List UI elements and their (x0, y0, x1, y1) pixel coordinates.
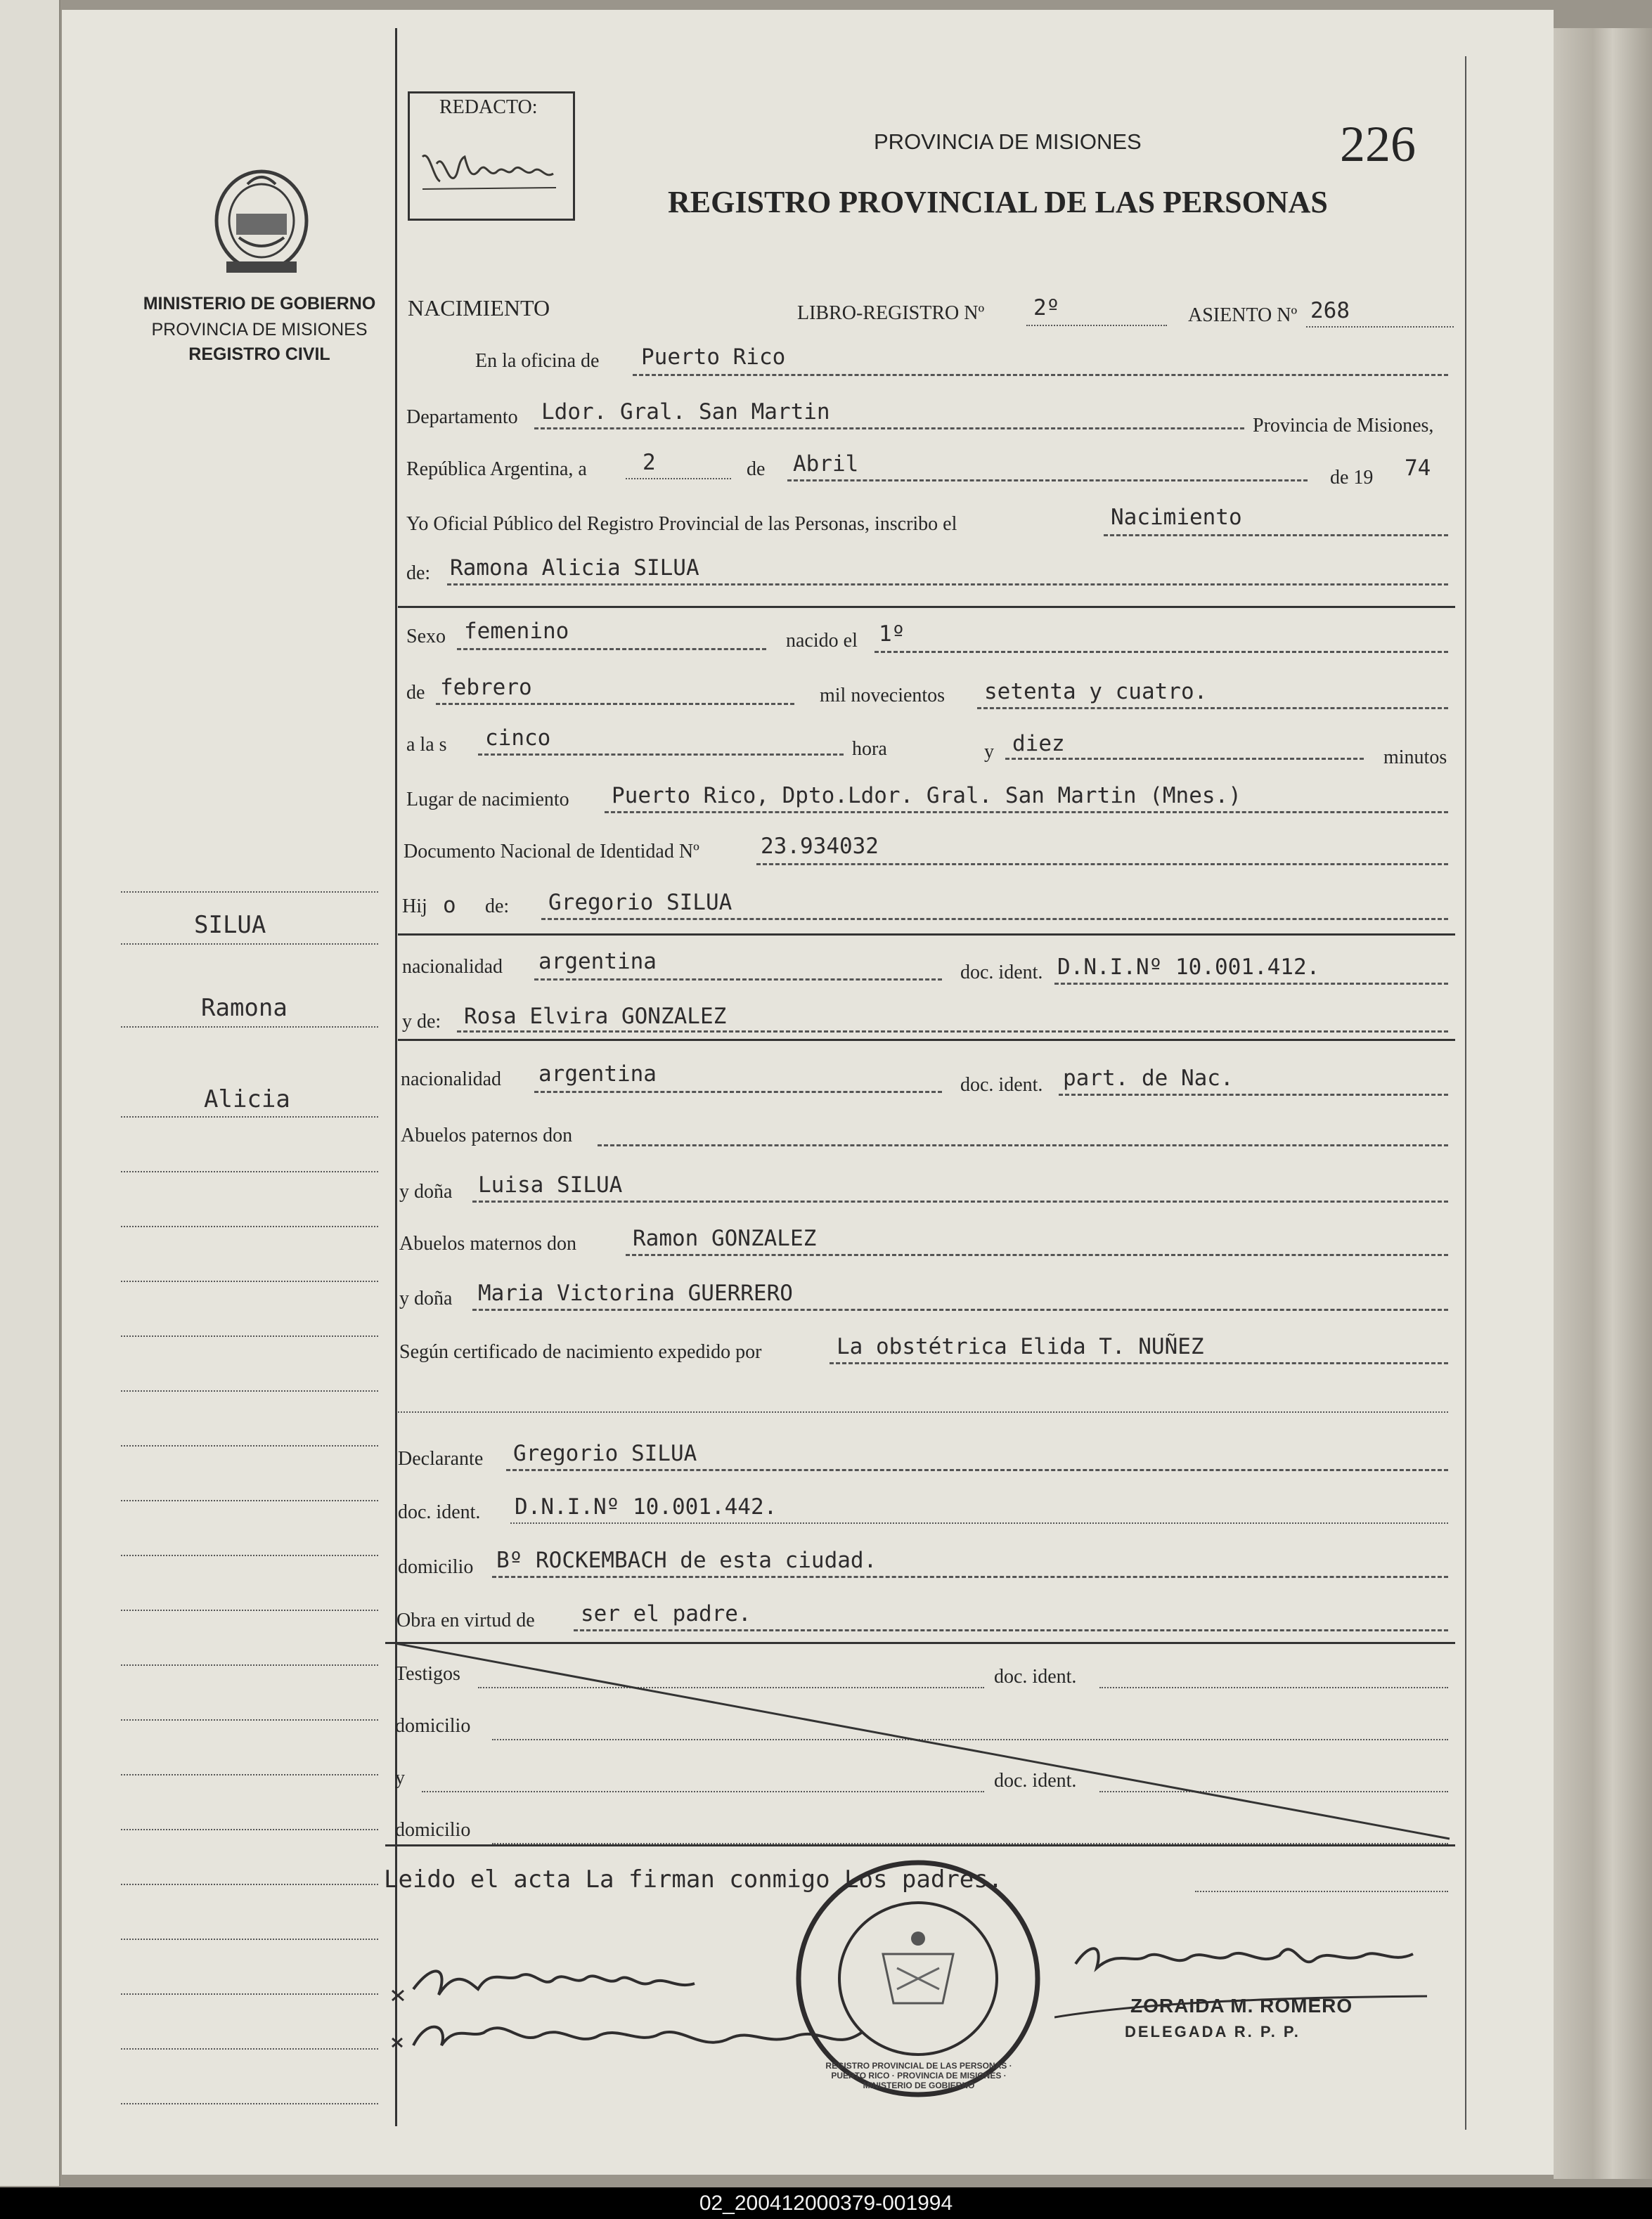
oficina-label: En la oficina de (475, 350, 600, 372)
oficina-value: Puerto Rico (641, 344, 786, 370)
doc-ident-testigo-1-label: doc. ident. (994, 1666, 1077, 1688)
testigos-label: Testigos (395, 1663, 460, 1685)
row-dots (541, 918, 1448, 920)
alas-label: a la s (406, 734, 447, 756)
asiento-label: ASIENTO Nº (1188, 304, 1298, 326)
yo-oficial-text: Yo Oficial Público del Registro Provincial de las Personas, inscribo el (406, 513, 957, 535)
row-dots (633, 374, 1448, 376)
side-line (121, 1226, 378, 1227)
side-line (121, 891, 378, 893)
doc-ident-madre-label: doc. ident. (960, 1074, 1043, 1096)
leido-statement: Leido el acta La firman conmigo Los padres. (384, 1865, 1003, 1894)
row-dots (787, 479, 1308, 481)
row-dots (457, 1030, 1448, 1033)
section-rule (398, 933, 1455, 936)
row-dots (830, 1362, 1448, 1364)
abuela-materna-value: Maria Victorina GUERRERO (478, 1281, 793, 1306)
dni-label: Documento Nacional de Identidad Nº (404, 841, 699, 862)
abuelos-maternos-label: Abuelos maternos don (399, 1233, 576, 1255)
side-line (121, 1555, 378, 1556)
anio-nac-value: setenta y cuatro. (984, 679, 1208, 704)
side-name-1: Ramona (201, 994, 288, 1022)
anio-label: de 19 (1330, 467, 1374, 489)
parents-signatures (371, 1940, 919, 2074)
obra-label: Obra en virtud de (396, 1610, 535, 1631)
asiento-value: 268 (1310, 298, 1350, 323)
segun-label: Según certificado de nacimiento expedido por (399, 1341, 762, 1363)
domicilio-testigo-2-label: domicilio (395, 1819, 471, 1841)
minutos-label: minutos (1383, 746, 1447, 768)
minutos-value: diez (1012, 731, 1065, 756)
abuela-paterna-value: Luisa SILUA (478, 1172, 623, 1198)
doc-madre-value: part. de Nac. (1063, 1066, 1234, 1091)
side-name-2: Alicia (204, 1085, 290, 1113)
lugar-value: Puerto Rico, Dpto.Ldor. Gral. San Martin (Mnes.) (612, 783, 1241, 808)
y-label: y (984, 741, 994, 763)
row-dots (626, 1254, 1448, 1256)
sexo-label: Sexo (406, 626, 446, 647)
page-number: 226 (1340, 116, 1416, 172)
abuelo-materno-value: Ramon GONZALEZ (633, 1226, 817, 1251)
record-type: NACIMIENTO (408, 295, 550, 321)
side-line (121, 1610, 378, 1611)
side-line (121, 1445, 378, 1447)
hijo-label-2: de: (485, 895, 510, 917)
doc-ident-padre-label: doc. ident. (960, 962, 1043, 983)
libro-dots (1026, 325, 1167, 326)
sexo-value: femenino (464, 619, 569, 644)
libro-value: 2º (1033, 295, 1060, 321)
redacto-label: REDACTO: (439, 96, 538, 118)
row-dots (534, 978, 942, 981)
nacionalidad-madre-value: argentina (538, 1061, 657, 1087)
row-dots (605, 811, 1448, 813)
section-rule (398, 606, 1455, 608)
hijo-label-1: Hij (402, 895, 427, 917)
redacto-box (408, 91, 575, 221)
departamento-value: Ldor. Gral. San Martin (541, 399, 830, 425)
y-testigo-label: y (395, 1767, 405, 1789)
side-line (121, 1026, 378, 1028)
declarante-label: Declarante (398, 1448, 484, 1470)
madre-value: Rosa Elvira GONZALEZ (464, 1004, 727, 1029)
doc-padre-value: D.N.I.Nº 10.001.412. (1057, 955, 1320, 980)
row-dots (534, 1091, 942, 1093)
row-dots (598, 1144, 1448, 1146)
row-dots (506, 1469, 1448, 1471)
segun-value: La obstétrica Elida T. NUÑEZ (837, 1334, 1204, 1359)
side-line (121, 1335, 378, 1337)
ministry-line-2: PROVINCIA DE MISIONES (151, 320, 368, 339)
side-line (121, 1390, 378, 1392)
mil-label: mil novecientos (820, 685, 946, 706)
libro-label: LIBRO-REGISTRO Nº (797, 302, 985, 324)
nacionalidad-padre-value: argentina (538, 949, 657, 974)
side-line (121, 1116, 378, 1118)
row-dots (492, 1576, 1448, 1578)
ydona-paterna-label: y doña (399, 1181, 453, 1203)
side-line (121, 2048, 378, 2050)
row-dots (626, 478, 731, 479)
stamp-text: REGISTRO PROVINCIAL DE LAS PERSONAS · PUERTO RICO · PROVINCIA DE MISIONES · MINISTERIO DE GOBIERNO (825, 2061, 1012, 2090)
row-dots (1054, 983, 1448, 985)
abuelos-paternos-label: Abuelos paternos don (401, 1125, 573, 1146)
side-line (121, 1884, 378, 1885)
hijo-value: o (443, 893, 456, 918)
domicilio-value: Bº ROCKEMBACH de esta ciudad. (496, 1548, 877, 1573)
hora-label: hora (852, 738, 887, 760)
row-dots (472, 1309, 1448, 1311)
ministry-block (136, 294, 382, 365)
row-dots (756, 863, 1448, 865)
officer-signature-underline (1054, 1989, 1434, 2031)
row-dots (510, 1522, 1448, 1524)
ministry-line-1: MINISTERIO DE GOBIERNO (143, 294, 376, 313)
row-dots (1104, 534, 1448, 536)
de-label: de (747, 458, 766, 480)
row-dots (478, 753, 844, 756)
side-line (121, 1939, 378, 1940)
officer-title: DELEGADA R. P. P. (1125, 2023, 1301, 2040)
dia-value: 2 (643, 450, 656, 475)
nacido-label: nacido el (786, 630, 858, 652)
domicilio-testigo-1-label: domicilio (395, 1715, 471, 1737)
officer-signature (1069, 1915, 1434, 1992)
row-dots (1005, 758, 1364, 760)
dni-value: 23.934032 (761, 834, 879, 859)
side-line (121, 1829, 378, 1830)
anio-value: 74 (1405, 455, 1431, 481)
testigos-strike-line (395, 1643, 1457, 1847)
side-line (121, 1993, 378, 1995)
provincia-label: Provincia de Misiones, (1253, 415, 1434, 436)
right-margin-line (1465, 56, 1466, 2130)
domicilio-label: domicilio (398, 1556, 474, 1578)
doc-ident-declarante-label: doc. ident. (398, 1501, 481, 1523)
row-dots (534, 427, 1244, 429)
row-dots (1059, 1094, 1448, 1096)
nacionalidad-padre-label: nacionalidad (402, 956, 503, 978)
row-dots (472, 1201, 1448, 1203)
side-line (121, 2103, 378, 2104)
section-rule (385, 1844, 1455, 1846)
padre-value: Gregorio SILUA (548, 890, 733, 915)
row-dots (875, 651, 1448, 653)
row-dots (574, 1629, 1448, 1631)
mes-value: Abril (793, 451, 859, 477)
side-line (121, 1281, 378, 1282)
row-dots (977, 707, 1448, 709)
de-label-3: de (406, 682, 425, 704)
side-line (121, 1719, 378, 1721)
side-line (121, 1500, 378, 1501)
asiento-dots (1306, 326, 1454, 328)
redacto-signature (415, 129, 567, 206)
republica-label: República Argentina, a (406, 458, 587, 480)
side-line (121, 1171, 378, 1172)
inscribo-value: Nacimiento (1111, 505, 1242, 530)
province-heading: PROVINCIA DE MISIONES (874, 129, 1142, 154)
side-line (121, 1774, 378, 1775)
row-dots (457, 648, 766, 650)
doc-ident-testigo-2-label: doc. ident. (994, 1770, 1077, 1792)
book-page-edges (1554, 28, 1652, 2179)
ministry-line-3: REGISTRO CIVIL (188, 344, 330, 364)
nacido-value: 1º (879, 621, 905, 647)
row-dots (1195, 1891, 1448, 1892)
officer-name: ZORAIDA M. ROMERO (1130, 1995, 1353, 2017)
hora-value: cinco (485, 725, 551, 751)
coat-of-arms-emblem (205, 156, 318, 277)
doc-declarante-value: D.N.I.Nº 10.001.442. (515, 1494, 777, 1520)
declarante-value: Gregorio SILUA (513, 1441, 697, 1466)
side-line (121, 943, 378, 945)
nacionalidad-madre-label: nacionalidad (401, 1068, 502, 1090)
section-rule (398, 1039, 1455, 1041)
yde-label: y de: (402, 1011, 441, 1033)
de-label-2: de: (406, 562, 431, 584)
image-caption: 02_200412000379-001994 (0, 2187, 1652, 2219)
nombre-value: Ramona Alicia SILUA (450, 555, 699, 581)
ydona-materna-label: y doña (399, 1288, 453, 1309)
lugar-label: Lugar de nacimiento (406, 789, 569, 810)
row-dots (436, 703, 794, 705)
departamento-label: Departamento (406, 406, 518, 428)
previous-page-edge (0, 0, 60, 2186)
mes-nac-value: febrero (440, 675, 532, 700)
side-line (121, 1664, 378, 1666)
row-dots (398, 1411, 1448, 1413)
row-dots (447, 583, 1448, 586)
registry-title: REGISTRO PROVINCIAL DE LAS PERSONAS (668, 185, 1328, 219)
side-surname: SILUA (194, 911, 266, 939)
obra-value: ser el padre. (581, 1601, 751, 1626)
